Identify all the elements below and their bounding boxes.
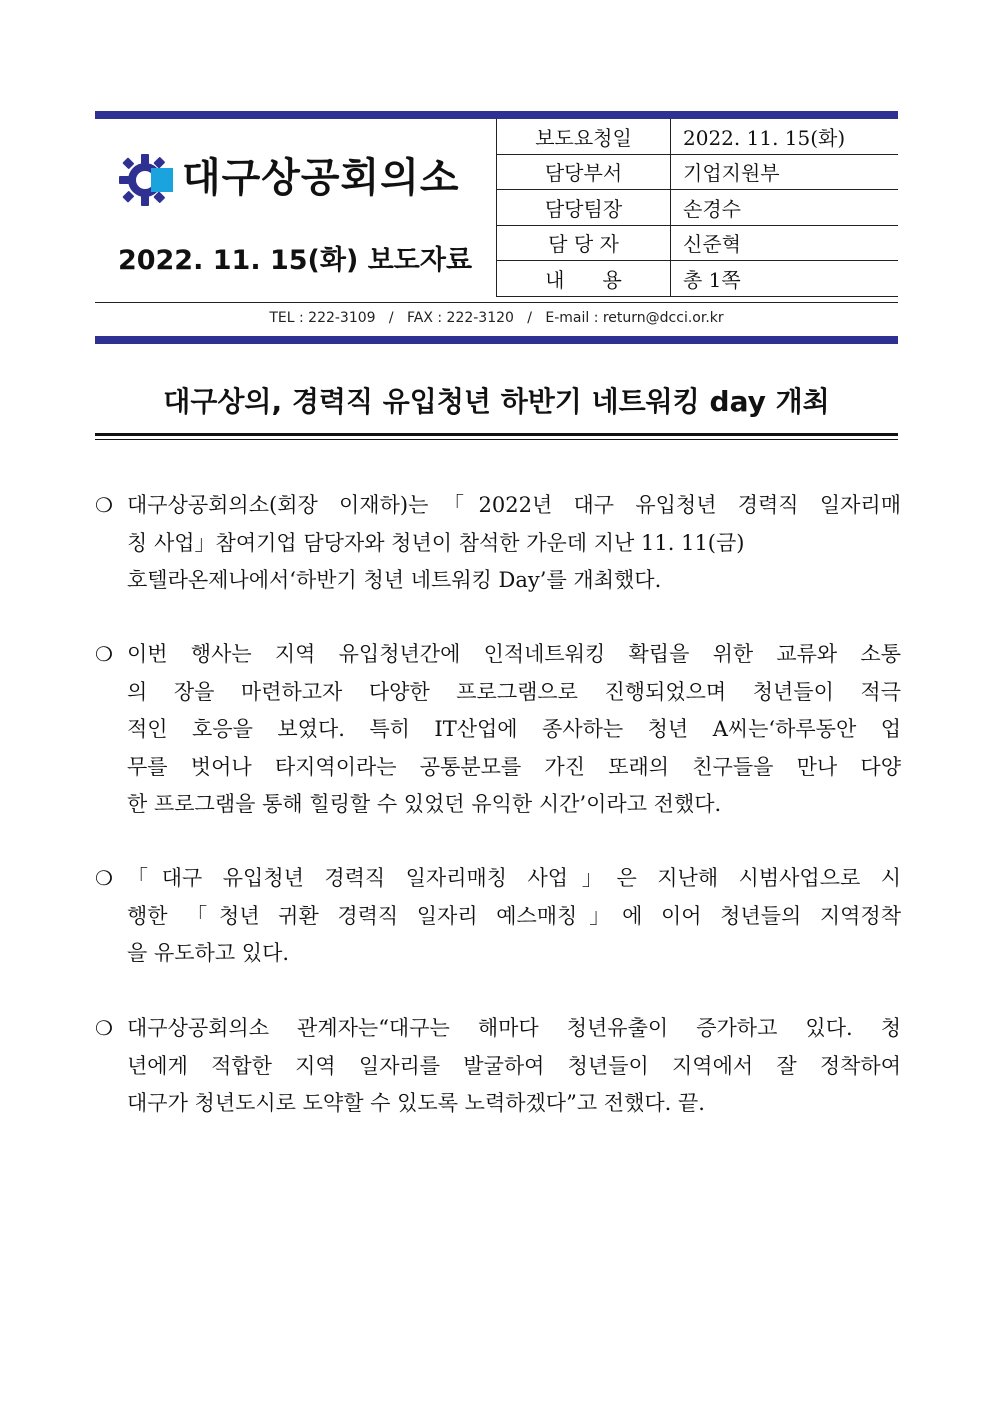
paragraph-line: 대구가 청년도시로 도약할 수 있도록 노력하겠다”고 전했다. 끝. (127, 1091, 705, 1115)
info-value: 손경수 (671, 190, 899, 226)
info-table (496, 119, 898, 297)
info-value: 기업지원부 (671, 154, 899, 190)
paragraph (95, 636, 901, 824)
info-value: 신준혁 (671, 225, 899, 261)
bullet-circle-icon: ❍ (95, 1016, 113, 1040)
info-value: 2022. 11. 15(화) (671, 119, 899, 154)
paragraph-line: 행한 「청년 귀환 경력직 일자리 예스매칭」에 이어 청년들의 지역정착 (127, 903, 901, 928)
header-divider (95, 302, 898, 303)
contact-line: TEL : 222-3109 / FAX : 222-3120 / E-mail : return@dcci.or.kr (269, 310, 724, 326)
info-key: 담 당 자 (497, 225, 671, 261)
org-logo (118, 150, 478, 210)
header-top-bar (95, 111, 898, 119)
paragraph-line: 호텔라온제나에서‘하반기 청년 네트워킹 Day’를 개최했다. (127, 568, 662, 592)
paragraph-line: 대구상공회의소 관계자는“대구는 해마다 청년유출이 증가하고 있다. 청 (127, 1016, 901, 1040)
title-underline-thin (95, 439, 898, 440)
paragraph-line: 년에게 적합한 지역 일자리를 발굴하여 청년들이 지역에서 잘 정착하여 (127, 1053, 901, 1078)
paragraph (95, 1010, 901, 1123)
info-key: 담당팀장 (497, 190, 671, 226)
paragraph-line: 무를 벗어나 타지역이라는 공통분모를 가진 또래의 친구들을 만나 다양 (127, 754, 901, 779)
info-key: 내 용 (497, 261, 671, 297)
org-name: 대구상공회의소 (182, 155, 460, 201)
info-key: 담당부서 (497, 154, 671, 190)
paragraph-line: 적인 호응을 보였다. 특히 IT산업에 종사하는 청년 A씨는‘하루동안 업 (127, 717, 901, 741)
paragraph-line: 「대구 유입청년 경력직 일자리매칭 사업」은 지난해 시범사업으로 시 (127, 866, 901, 890)
bullet-circle-icon: ❍ (95, 866, 113, 890)
header-bottom-bar (95, 336, 898, 344)
info-value: 총 1쪽 (671, 261, 899, 297)
paragraph-line: 한 프로그램을 통해 힐링할 수 있었던 유익한 시간’이라고 전했다. (127, 792, 722, 816)
info-key: 보도요청일 (497, 119, 671, 154)
paragraph (95, 487, 901, 600)
table-row (497, 190, 899, 226)
bullet-circle-icon: ❍ (95, 493, 113, 517)
table-row (497, 225, 899, 261)
paragraph (95, 860, 901, 973)
paragraph-line: 이번 행사는 지역 유입청년간에 인적네트워킹 확립을 위한 교류와 소통 (127, 642, 901, 666)
title-underline (95, 433, 898, 436)
bullet-circle-icon: ❍ (95, 642, 113, 666)
gear-icon (118, 150, 178, 210)
paragraph-line: 의 장을 마련하고자 다양한 프로그램으로 진행되었으며 청년들이 적극 (127, 679, 901, 704)
release-label: 2022. 11. 15(화) 보도자료 (117, 245, 473, 276)
paragraph-line: 을 유도하고 있다. (127, 941, 290, 965)
paragraph-line: 칭 사업」참여기업 담당자와 청년이 참석한 가운데 지난 11. 11(금) (127, 530, 745, 555)
table-row (497, 154, 899, 190)
page-title: 대구상의, 경력직 유입청년 하반기 네트워킹 day 개최 (163, 385, 830, 418)
table-row (497, 119, 899, 154)
table-row (497, 261, 899, 297)
paragraph-line: 대구상공회의소(회장 이재하)는「2022년 대구 유입청년 경력직 일자리매 (127, 493, 901, 517)
